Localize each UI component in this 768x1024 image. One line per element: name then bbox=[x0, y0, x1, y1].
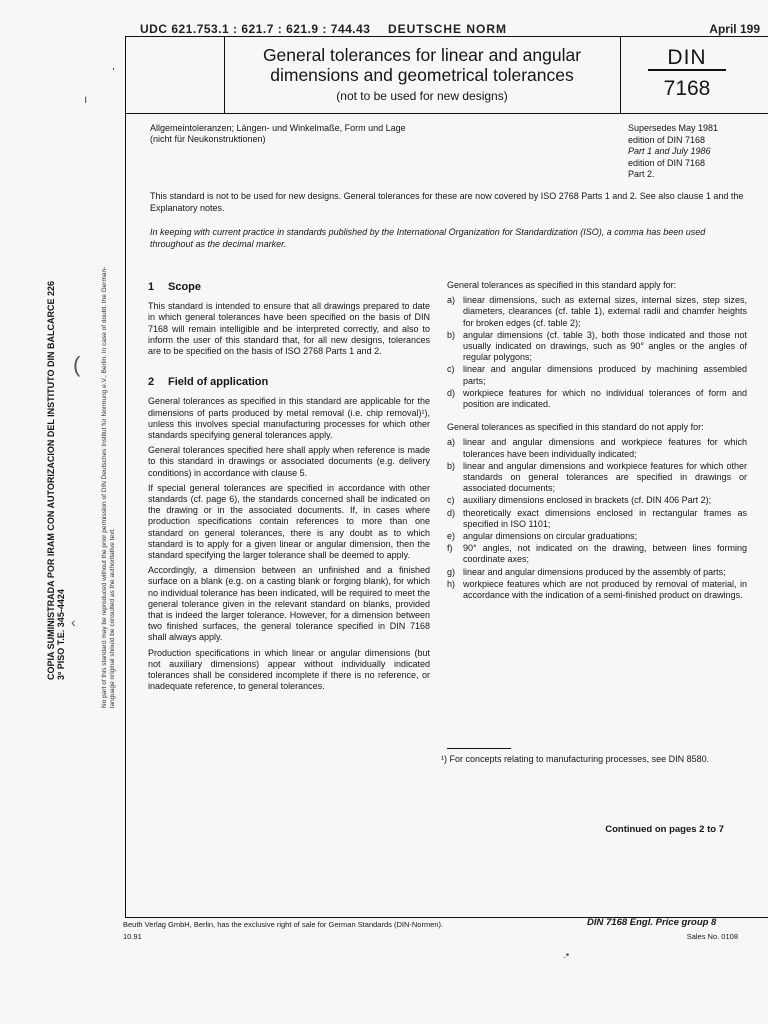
footnote: ¹) For concepts relating to manufacturing processes, see DIN 8580. bbox=[441, 754, 710, 764]
sales-number: Sales No. 0108 bbox=[686, 932, 738, 941]
apply-intro: General tolerances as specified in this standard apply for: bbox=[447, 280, 677, 290]
margin-mark: ‹ bbox=[71, 614, 76, 630]
list-item bbox=[447, 388, 747, 410]
not-apply-list bbox=[447, 437, 747, 601]
list-item bbox=[447, 461, 747, 495]
supersedes-line: Part 2. bbox=[628, 169, 655, 179]
field-paragraph-2: General tolerances specified here shall apply when reference is made to this standard in drawings or associated documents (e.g. delivery conditions) in accordance with clause 5. bbox=[148, 445, 430, 478]
list-item bbox=[447, 330, 747, 364]
list-item-label: d) bbox=[447, 507, 456, 518]
list-item-text: linear and angular dimensions produced by the assembly of parts; bbox=[463, 566, 726, 577]
scope-heading bbox=[148, 282, 430, 293]
field-number: 2 bbox=[148, 376, 155, 389]
list-item-text: angular dimensions (cf. table 3), both those indicated and those not usually indicated on drawings, such as 90° angles or the angles of regular polygons; bbox=[463, 329, 747, 363]
issue-code: 10.91 bbox=[123, 932, 142, 941]
field-paragraph-4: Accordingly, a dimension between an unfinished and a finished surface on a blank (e.g. on a casting blank or forging blank), for which no individual tolerance has been indicated, will be required to meet the general tolerance given in the relevant standard on blanks, provided that is indeed the larger tolerance. However, for a dimension between two finished surfaces, the general tolerance specified in DIN 7168 shall always apply. bbox=[148, 565, 430, 643]
publisher-note: Beuth Verlag GmbH, Berlin, has the exclusive right of sale for German Standards (DIN-Normen). bbox=[123, 920, 444, 929]
din-logo: DIN bbox=[648, 47, 726, 71]
list-item bbox=[447, 543, 747, 565]
side-stamp: COPIA SUMINISTRADA POR IRAM CON AUTORIZACION DEL INSTITUTO DIN BALCARCE 226 3º PISO T.E. 345-4424 bbox=[46, 280, 66, 680]
scope-number: 1 bbox=[148, 281, 155, 293]
list-item bbox=[447, 579, 747, 601]
german-title-line-1: Allgemeintoleranzen; Längen- und Winkelmaße, Form und Lage bbox=[150, 123, 406, 133]
supersedes-line: Part 1 and July 1986 bbox=[628, 146, 711, 156]
udc-code: UDC 621.753.1 : 621.7 : 621.9 : 744.43 bbox=[140, 22, 371, 36]
list-item-text: angular dimensions on circular graduations; bbox=[463, 531, 638, 542]
title-box bbox=[125, 36, 768, 114]
list-item-text: linear and angular dimensions and workpiece features for which tolerances have been individually indicated; bbox=[463, 437, 747, 459]
list-item-text: workpiece features which are not produced by removal of material, in accordance with the indication of a semi-finished product on drawings. bbox=[463, 578, 747, 601]
margin-mark: ( bbox=[73, 352, 81, 377]
field-heading-text: Field of application bbox=[168, 376, 269, 389]
field-paragraph-3: If special general tolerances are specified in accordance with other standards (cf. page 6), the standards concerned shall be indicated on the drawing or in the associated documents. If, in cases where production specifications contain references to more than one standard on general tolerances, there is any doubt as to which standard is to apply for a given linear or angular dimension, then the standard specifying the larger tolerance shall be deemed to apply. bbox=[148, 482, 430, 561]
decimal-marker-note: In keeping with current practice in standards published by the International Organization for Standardization (ISO), a comma has been used throughout as the decimal marker. bbox=[150, 227, 706, 249]
margin-mark: ı bbox=[84, 92, 88, 106]
title-divider-right bbox=[620, 37, 621, 113]
supersedes-line: Supersedes May 1981 bbox=[628, 123, 719, 133]
list-item-label: c) bbox=[447, 495, 455, 506]
tick-mark: , bbox=[112, 61, 115, 72]
german-title-line-2: (nicht für Neukonstruktionen) bbox=[150, 134, 266, 144]
supersedes-line: edition of DIN 7168 bbox=[628, 157, 706, 168]
list-item-label: b) bbox=[447, 329, 456, 340]
title-line-1: General tolerances for linear and angular bbox=[262, 45, 582, 65]
scope-heading-text: Scope bbox=[168, 281, 202, 293]
list-item-label: a) bbox=[447, 295, 456, 306]
german-title bbox=[150, 123, 570, 145]
list-item-label: f) bbox=[447, 543, 453, 554]
list-item-label: c) bbox=[447, 364, 455, 375]
supersedes-note bbox=[628, 123, 763, 181]
list-item-text: linear and angular dimensions produced by machining assembled parts; bbox=[463, 364, 747, 386]
list-item bbox=[447, 508, 747, 530]
field-heading bbox=[148, 377, 430, 388]
intro-paragraph: This standard is not to be used for new designs. General tolerances for these are now covered by ISO 2768 Parts 1 and 2. See also clause 1 and the Explanatory notes. bbox=[150, 191, 744, 213]
left-column bbox=[148, 280, 430, 697]
list-item-text: theoretically exact dimensions enclosed in rectangular frames as specified in ISO 1101; bbox=[463, 507, 747, 529]
not-apply-intro: General tolerances as specified in this standard do not apply for: bbox=[447, 422, 704, 433]
right-column bbox=[447, 280, 747, 607]
apply-list bbox=[447, 295, 747, 410]
list-item bbox=[447, 531, 747, 542]
list-item bbox=[447, 567, 747, 578]
issue-date: April 199 bbox=[709, 22, 760, 36]
margin-mark: .• bbox=[563, 950, 570, 961]
field-paragraph-1: General tolerances as specified in this standard are applicable for the dimensions of parts produced by metal removal (i.e. chip removal)¹), unless this involves special manufacturing processes for which other standards specifying general tolerances apply. bbox=[148, 396, 430, 441]
list-item-text: auxiliary dimensions enclosed in brackets (cf. DIN 406 Part 2); bbox=[463, 495, 712, 506]
list-item-label: h) bbox=[447, 578, 456, 589]
field-paragraph-5: Production specifications in which linear or angular dimensions (but not auxiliary dimensions) appear without individually indicated tolerances shall be considered incomplete if there is no reference, or inadequate reference, to general tolerances. bbox=[148, 647, 430, 692]
list-item-text: linear and angular dimensions and workpiece features for which other standards on general tolerances are specified in drawings or associated documents; bbox=[463, 460, 747, 494]
list-item bbox=[447, 495, 747, 506]
din-number: 7168 bbox=[663, 77, 711, 100]
title-line-2: dimensions and geometrical tolerances bbox=[270, 65, 574, 85]
deutsche-norm-label: DEUTSCHE NORM bbox=[388, 22, 508, 36]
list-item-text: workpiece features for which no individual tolerances of form and position are indicated. bbox=[463, 387, 747, 410]
document-subtitle: (not to be used for new designs) bbox=[336, 89, 508, 103]
document-title bbox=[224, 45, 620, 85]
supersedes-line: edition of DIN 7168 bbox=[628, 134, 706, 145]
continued-note: Continued on pages 2 to 7 bbox=[605, 824, 724, 835]
list-item-label: b) bbox=[447, 460, 456, 471]
spacer bbox=[148, 361, 430, 375]
list-item-label: e) bbox=[447, 531, 456, 542]
list-item-label: d) bbox=[447, 387, 456, 398]
list-item bbox=[447, 364, 747, 386]
list-item-label: g) bbox=[447, 566, 456, 577]
document-reference: DIN 7168 Engl. Price group 8 bbox=[587, 917, 717, 928]
side-legal-note: No part of this standard may be reproduced without the prior permission of DIN Deutsches Institut für Normung e.V., Berlin. In case of doubt, the German-language original should be consulted as the authoritative text. bbox=[101, 266, 116, 708]
list-item-text: linear dimensions, such as external sizes, internal sizes, step sizes, diameters, clearances (cf. table 1), external radii and chamfer heights for broken edges (cf. table 2); bbox=[463, 295, 747, 328]
list-item-label: a) bbox=[447, 437, 456, 448]
footnote-rule bbox=[447, 748, 511, 749]
list-item-text: 90° angles, not indicated on the drawing, between lines forming coordinate axes; bbox=[463, 543, 747, 565]
scope-text: This standard is intended to ensure that all drawings prepared to date in which general tolerances have been specified on the basis of DIN 7168 will remain intelligible and be interpreted correctly, and also to inform the user of this standard that, for all new designs, tolerances are to be specified on the basis of ISO 2768 Parts 1 and 2. bbox=[148, 301, 430, 357]
list-item bbox=[447, 437, 747, 459]
list-item bbox=[447, 295, 747, 329]
